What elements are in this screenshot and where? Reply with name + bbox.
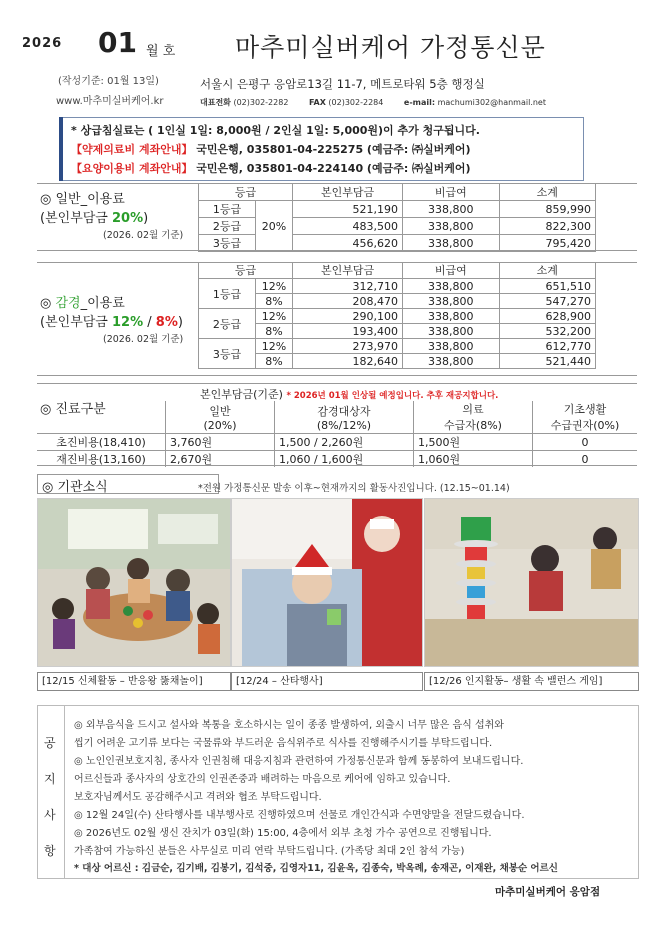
fax-label: FAX <box>308 98 326 107</box>
photo-group-activity <box>38 499 230 666</box>
col-sum: 소계 <box>499 183 596 201</box>
photo-caption-2: [12/24 – 산타행사] <box>231 672 423 691</box>
reduced-fee-title: ◎ 감경_이용료 <box>40 296 125 311</box>
medicine-account-text: 국민은행, 035801-04-225275 (예금주: ㈜실버케어) <box>192 143 471 156</box>
news-title: ◎ 기관소식 <box>42 480 108 495</box>
col-own: 본인부담금 <box>293 183 403 201</box>
table-row: 초진비용(18,410) 3,760원 1,500 / 2,260원 1,500원 0 <box>37 434 637 451</box>
news-note: *전원 가정통신문 발송 이후~현재까지의 활동사진입니다. (12.15~01.14) <box>198 483 510 494</box>
notice-line: ◎ 외부음식을 드시고 설사와 복통을 호소하시는 일이 종종 발생하여, 외출시 너무 많은 음식 섭취와 <box>74 720 504 731</box>
email-label: e-mail: <box>403 98 436 107</box>
general-fee-sub: (본인부담금 20%) <box>40 211 149 226</box>
general-rate: 20% <box>256 201 293 252</box>
medicine-account-label: 【약제의료비 계좌안내】 <box>71 143 193 156</box>
phone: (02)302-2282 <box>233 98 289 107</box>
photo-caption-3: [12/26 인지활동– 생활 속 밸런스 게임] <box>424 672 639 691</box>
table-row: 8% 182,640 338,800 521,440 <box>199 354 596 369</box>
care-account-label: 【요양이용비 계좌안내】 <box>71 162 193 175</box>
col-non: 비급여 <box>403 183 499 201</box>
table-row: 3등급 12% 273,970 338,800 612,770 <box>199 339 596 354</box>
notice-line: ◎ 2026년도 02월 생신 잔치가 03일(화) 15:00, 4층에서 외부 초청 가수 공연으로 진행됩니다. <box>74 828 492 839</box>
email: machumi302@hanmail.net <box>437 98 546 107</box>
newsletter-year: 2026 <box>22 36 63 51</box>
page-title: 마추미실버케어 가정통신문 <box>235 33 546 62</box>
notice-target: * 대상 어르신 : 김금순, 김기배, 김봉기, 김석중, 김영자11, 김윤옥, 김종숙, 박옥례, 송재곤, 이재완, 채봉순 어르신 <box>74 863 558 874</box>
table-row: 8% 208,470 338,800 547,270 <box>199 294 596 309</box>
photo-santa-event <box>232 499 422 666</box>
created-date: (작성기준: 01월 13일) <box>58 76 159 87</box>
room-fee-note: * 상급침실료는 ( 1인실 1일: 8,000원 / 2인실 1일: 5,000원)이 추가 청구됩니다. <box>71 124 480 137</box>
footer-signature: 마추미실버케어 응암점 <box>495 886 601 898</box>
table-row: 2등급 12% 290,100 338,800 628,900 <box>199 309 596 324</box>
newsletter-issue: 월 호 <box>146 44 176 59</box>
notice-side-label: 공 지 사 항 <box>38 706 65 878</box>
activity-photo-3 <box>424 498 639 667</box>
reduced-fee-basis: (2026. 02월 기준) <box>103 334 184 345</box>
general-fee-title: ◎ 일반_이용료 <box>40 192 125 207</box>
general-fee-table <box>198 183 596 252</box>
phone-label: 대표전화 <box>200 98 231 107</box>
medical-title: ◎ 진료구분 <box>40 402 106 417</box>
contact-line <box>200 97 564 108</box>
address: 서울시 은평구 응암로13길 11-7, 메트로타워 5층 행정실 <box>200 77 485 91</box>
table-row: 재진비용(13,160) 2,670원 1,060 / 1,600원 1,060원 0 <box>37 451 637 468</box>
notice-line: 보호자님께서도 공감해주시고 격려와 협조 부탁드립니다. <box>74 792 322 803</box>
medical-table: 일반 (20%) 감경대상자 (8%/12%) 의료 수급자(8%) 기초생활 수급권자(0%) 초진비용(18,410) 3,760원 1,500 / 2,260원 1,500원 0 재진비용(13,160) 2,670원 1,060 / 1,600원 1,060원 0 <box>37 401 637 467</box>
activity-photo-1 <box>37 498 231 667</box>
table-row: 1등급 12% 312,710 338,800 651,510 <box>199 279 596 294</box>
notice-box <box>37 705 639 879</box>
photo-balance-game <box>425 499 638 666</box>
general-fee-basis: (2026. 02월 기준) <box>103 230 184 241</box>
notice-line: 씹기 어려운 고기류 보다는 국물류와 부드러운 음식위주로 식사를 진행해주시기를 부탁드립니다. <box>74 738 493 749</box>
reduced-fee-table: 등급 본인부담금 비급여 소계 1등급 12% 312,710 338,800 651,510 8% 208,470 338,800 547,270 2등급 12% 290,100 338,800 628,900 8% 193,400 338,800 532,200 3등급 12% 273,970 338,800 612,770 8% 182,640 338,800 521,440 <box>198 262 596 369</box>
table-row: 1등급 20% 521,190 338,800 859,990 <box>199 201 596 218</box>
table-row: 8% 193,400 338,800 532,200 <box>199 324 596 339</box>
medical-header: 본인부담금(기준) * 2026년 01월 인상될 예정입니다. 추후 재공지합니다. <box>200 388 499 401</box>
notice-line: ◎ 12월 24일(수) 산타행사를 내부행사로 진행하였으며 선물로 개인간식과 수면양말을 전달드렸습니다. <box>74 810 525 821</box>
table-row: 3등급 456,620 338,800 795,420 <box>199 235 596 252</box>
medicine-account <box>71 141 471 157</box>
website: www.마추미실버케어.kr <box>56 96 164 107</box>
payment-info-box <box>62 117 584 181</box>
col-grade: 등급 <box>199 183 293 201</box>
notice-line: 어르신들과 종사자의 상호간의 인권존중과 배려하는 마음으로 케어에 임하고 있습니다. <box>74 774 451 785</box>
care-account <box>71 160 471 176</box>
activity-photo-2 <box>231 498 423 667</box>
fax: (02)302-2284 <box>328 98 384 107</box>
newsletter-month: 01 <box>98 26 137 59</box>
notice-line: ◎ 노인인권보호지침, 종사자 인권침해 대응지침과 관련하여 가정통신문과 함께 동봉하여 보내드립니다. <box>74 756 524 767</box>
reduced-fee-sub: (본인부담금 12% / 8%) <box>40 315 183 330</box>
care-account-text: 국민은행, 035801-04-224140 (예금주: ㈜실버케어) <box>192 162 471 175</box>
photo-caption-1: [12/15 신체활동 – 반응왕 뚫채놀이] <box>37 672 231 691</box>
table-row: 2등급 483,500 338,800 822,300 <box>199 218 596 235</box>
accent-stripe <box>59 117 63 181</box>
notice-line: 가족참여 가능하신 분들은 사무실로 미리 연락 부탁드립니다. (가족당 최대 2인 참석 가능) <box>74 846 465 857</box>
